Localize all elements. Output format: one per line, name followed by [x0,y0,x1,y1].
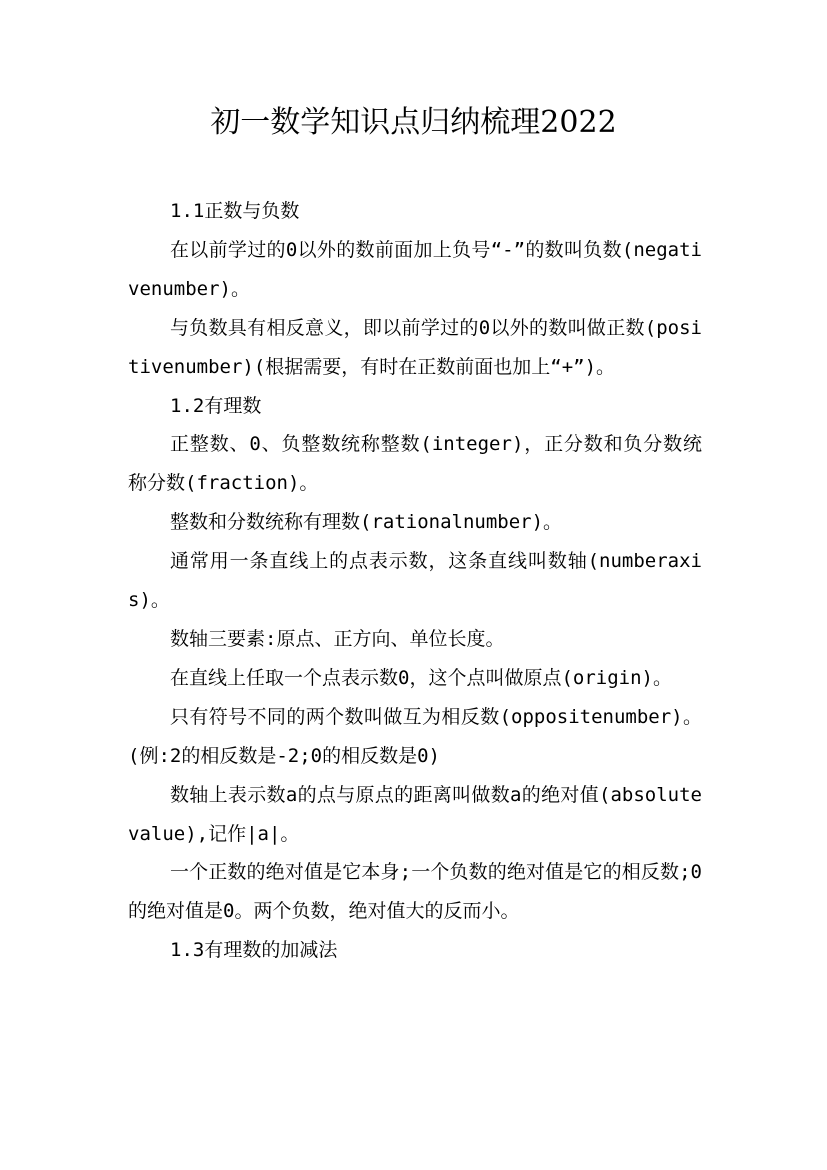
paragraph: 一个正数的绝对值是它本身;一个负数的绝对值是它的相反数;0的绝对值是0。两个负数，绝对值大的反而小。 [128,861,702,923]
section-heading: 1.3有理数的加减法 [170,939,338,962]
section-heading: 1.1正数与负数 [170,200,300,222]
paragraph: 只有符号不同的两个数叫做互为相反数(oppositenumber)。(例:2的相反数是-2;0的相反数是0) [128,705,702,767]
paragraph: 数轴上表示数a的点与原点的距离叫做数a的绝对值(absolutevalue),记作|a|。 [128,783,702,845]
paragraph: 与负数具有相反意义，即以前学过的0以外的数叫做正数(positivenumber)(根据需要，有时在正数前面也加上“+”)。 [128,316,702,378]
paragraph: 整数和分数统称有理数(rationalnumber)。 [170,511,563,534]
paragraph: 正整数、0、负整数统称整数(integer)，正分数和负分数统称分数(fraction)。 [128,433,702,495]
paragraph: 在直线上任取一个点表示数0，这个点叫做原点(origin)。 [170,666,672,689]
paragraph: 通常用一条直线上的点表示数，这条直线叫数轴(numberaxis)。 [128,550,702,612]
document-body [128,192,702,970]
paragraph: 数轴三要素:原点、正方向、单位长度。 [170,627,505,650]
paragraph: 在以前学过的0以外的数前面加上负号“-”的数叫负数(negativenumber)。 [128,238,702,300]
document-title: 初一数学知识点归纳梳理2022 [210,105,617,140]
section-heading: 1.2有理数 [170,394,262,417]
